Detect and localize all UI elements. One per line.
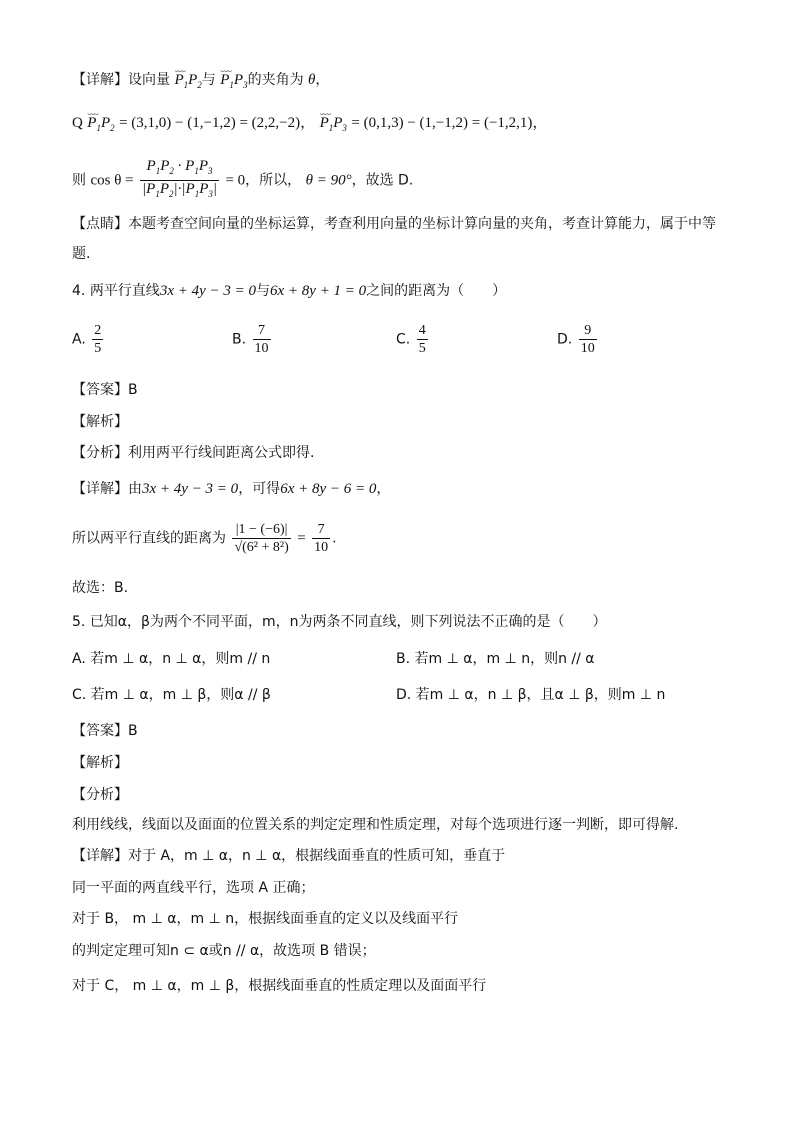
q4-answer: 【答案】B (72, 382, 138, 398)
q4-choice: 故选：B. (72, 580, 129, 596)
detail-line-3: 则 cos θ = $\frac{P_1P_2 \cdot P_1P_3}{|P_1P_2|\cdot|P_1P_3|}$ = 0，所以， θ = 90°，故选 D. (72, 158, 413, 203)
detail-line-1: 【详解】设向量 ⌣⌣⌣ $P_1P_2$与 ⌣⌣⌣ $P_1P_3$的夹角为 θ， (72, 70, 329, 95)
q4-analysis-heading: 【解析】 (72, 414, 128, 430)
q4-option-b: B. $\frac{7}{10}$ (232, 323, 269, 356)
q5-analysis-heading: 【解析】 (72, 755, 128, 771)
q5-option-a: A. 若m ⊥ α，n ⊥ α，则m // n (72, 651, 271, 667)
q5-option-c: C. 若m ⊥ α，m ⊥ β，则α // β (72, 687, 271, 703)
vector-p1p2: ⌣⌣⌣ $P_1P_2$ (87, 113, 114, 138)
q5-detail-2: 同一平面的两直线平行，选项 A 正确； (72, 880, 315, 896)
vector-p1p3: ⌣⌣⌣ $P_1P_3$ (320, 113, 347, 138)
q4-analysis: 【分析】利用两平行线间距离公式即得. (72, 445, 315, 461)
q5-analysis: 利用线线，线面以及面面的位置关系的判定定理和性质定理，对每个选项进行逐一判断，即可得解. (72, 817, 679, 833)
q4-option-a: A. $\frac{2}{5}$ (72, 323, 102, 356)
q4-distance: 所以两平行直线的距离为 $\frac{|1 - (-6)|}{\text{√(6² + 8²)}}$ = $\frac{7}{10}$ . (72, 522, 337, 555)
q5-detail-5: 对于 C， m ⊥ α，m ⊥ β，根据线面垂直的性质定理以及面面平行 (72, 978, 487, 994)
vector-p1p3: ⌣⌣⌣ $P_1P_3$ (220, 70, 247, 95)
q4-option-c: C. $\frac{4}{5}$ (396, 323, 426, 356)
note-line-2: 题. (72, 246, 91, 262)
q5-detail-1: 【详解】对于 A，m ⊥ α，n ⊥ α，根据线面垂直的性质可知，垂直于 (72, 848, 506, 864)
detail-line-2: Q ⌣⌣⌣ $P_1P_2 = (3,1,0) - (1,-1,2) = (2,2,-2)$， ⌣⌣⌣ $P_1P_3 = (0,1,3) - (1,-1,2) = (-1,2,1)$， (72, 113, 547, 138)
q4-option-d: D. $\frac{9}{10}$ (557, 323, 595, 356)
q5-answer: 【答案】B (72, 723, 138, 739)
q5-option-d: D. 若m ⊥ α，n ⊥ β，且α ⊥ β，则m ⊥ n (396, 687, 666, 703)
question-4: 4. 两平行直线3x + 4y − 3 = 0与6x + 8y + 1 = 0之间的距离为（ ） (72, 283, 507, 299)
detail-tag: 【详解】 (72, 72, 128, 88)
q4-detail: 【详解】由3x + 4y − 3 = 0，可得6x + 8y − 6 = 0， (72, 481, 391, 497)
q5-detail-4: 的判定定理可知n ⊂ α或n // α，故选项 B 错误； (72, 943, 376, 959)
cos-fraction: $\frac{P_1P_2 \cdot P_1P_3}{|P_1P_2|\cdot|P_1P_3|}$ (142, 158, 217, 199)
q5-option-b: B. 若m ⊥ α，m ⊥ n，则n // α (396, 651, 595, 667)
note-line: 【点睛】本题考查空间向量的坐标运算，考查利用向量的坐标计算向量的夹角，考查计算能力，属于中等 (72, 216, 716, 232)
vector-p1p2: ⌣⌣⌣ $P_1P_2$ (174, 70, 201, 95)
q5-detail-3: 对于 B， m ⊥ α，m ⊥ n，根据线面垂直的定义以及线面平行 (72, 911, 459, 927)
question-5: 5. 已知α，β为两个不同平面，m，n为两条不同直线，则下列说法不正确的是（ ） (72, 614, 607, 630)
q5-analysis-tag: 【分析】 (72, 787, 128, 803)
